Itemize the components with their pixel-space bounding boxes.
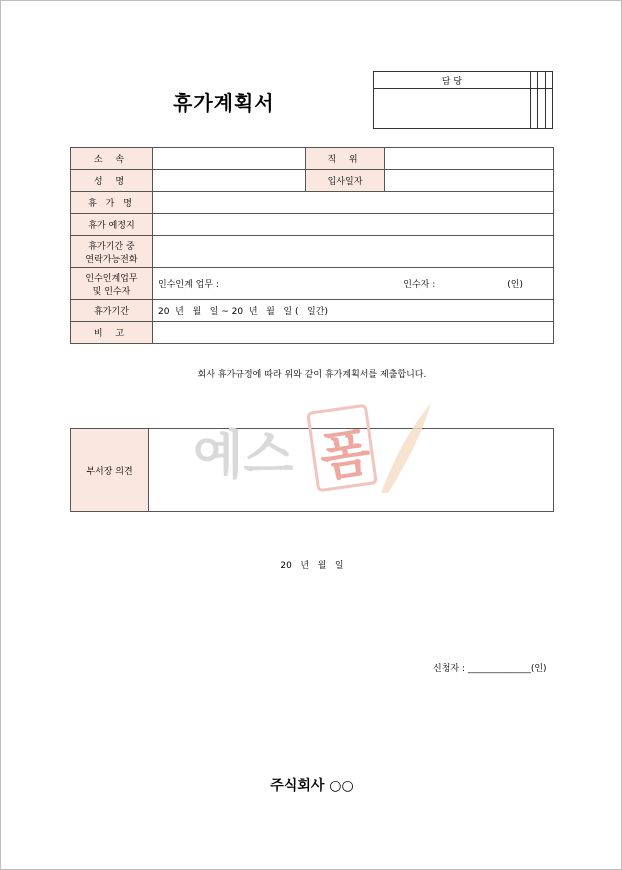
destination-field[interactable] [153,214,554,236]
period-field[interactable]: 20 년 월 일 ~ 20 년 월 일 ( 일간) [153,300,554,322]
contact-field[interactable] [153,236,554,268]
name-field[interactable] [153,170,306,192]
approval-cell [530,72,537,89]
contact-label-line2: 연락가능전화 [85,254,138,265]
approval-box [373,71,553,129]
quill-icon [381,403,431,493]
position-field[interactable] [385,148,554,170]
date-line: 20 년 월 일 [280,561,344,571]
contact-label-line1: 휴가기간 중 [88,241,135,252]
handover-label [71,268,153,300]
watermark-accent: 폼 [316,422,375,489]
opinion-label: 부서장 의견 [71,429,149,512]
watermark-logo [193,401,433,511]
handover-label-line2: 및 인수자 [92,286,131,297]
vacation-name-field[interactable] [153,192,554,214]
position-label: 직 위 [306,148,385,170]
approval-sign-cell [538,89,545,129]
handover-seal-text: (인) [507,280,523,290]
destination-label: 휴가 예정지 [71,214,153,236]
approval-sign-cell [530,89,537,129]
name-label: 성 명 [71,170,153,192]
remark-label: 비 고 [71,322,153,344]
approval-cell [538,72,545,89]
remark-field[interactable] [153,322,554,344]
approval-cell [545,72,552,89]
company-name: 주식회사 ○○ [270,778,354,794]
approval-sign-cell [545,89,552,129]
submission-statement: 회사 휴가규정에 따라 위와 같이 휴가계획서를 제출합니다. [197,370,427,380]
vacation-form-table [70,147,554,344]
join-date-field[interactable] [385,170,554,192]
approval-sign-cell [374,89,531,129]
page-title: 휴가계획서 [173,91,275,115]
applicant-line: 신청자 : ______________(인) [433,664,547,674]
contact-label [71,236,153,268]
join-date-label: 입사일자 [306,170,385,192]
handover-person-text: 인수자 : [403,280,436,290]
period-label: 휴가기간 [71,300,153,322]
handover-duty-text: 인수인계 업무 : [158,280,219,290]
dept-label: 소 속 [71,148,153,170]
watermark-text: 예스 [193,426,294,486]
vacation-name-label: 휴 가 명 [71,192,153,214]
handover-label-line1: 인수인계업무 [85,273,138,284]
approval-header: 담 당 [374,72,531,89]
dept-field[interactable] [153,148,306,170]
handover-field[interactable] [153,268,554,300]
